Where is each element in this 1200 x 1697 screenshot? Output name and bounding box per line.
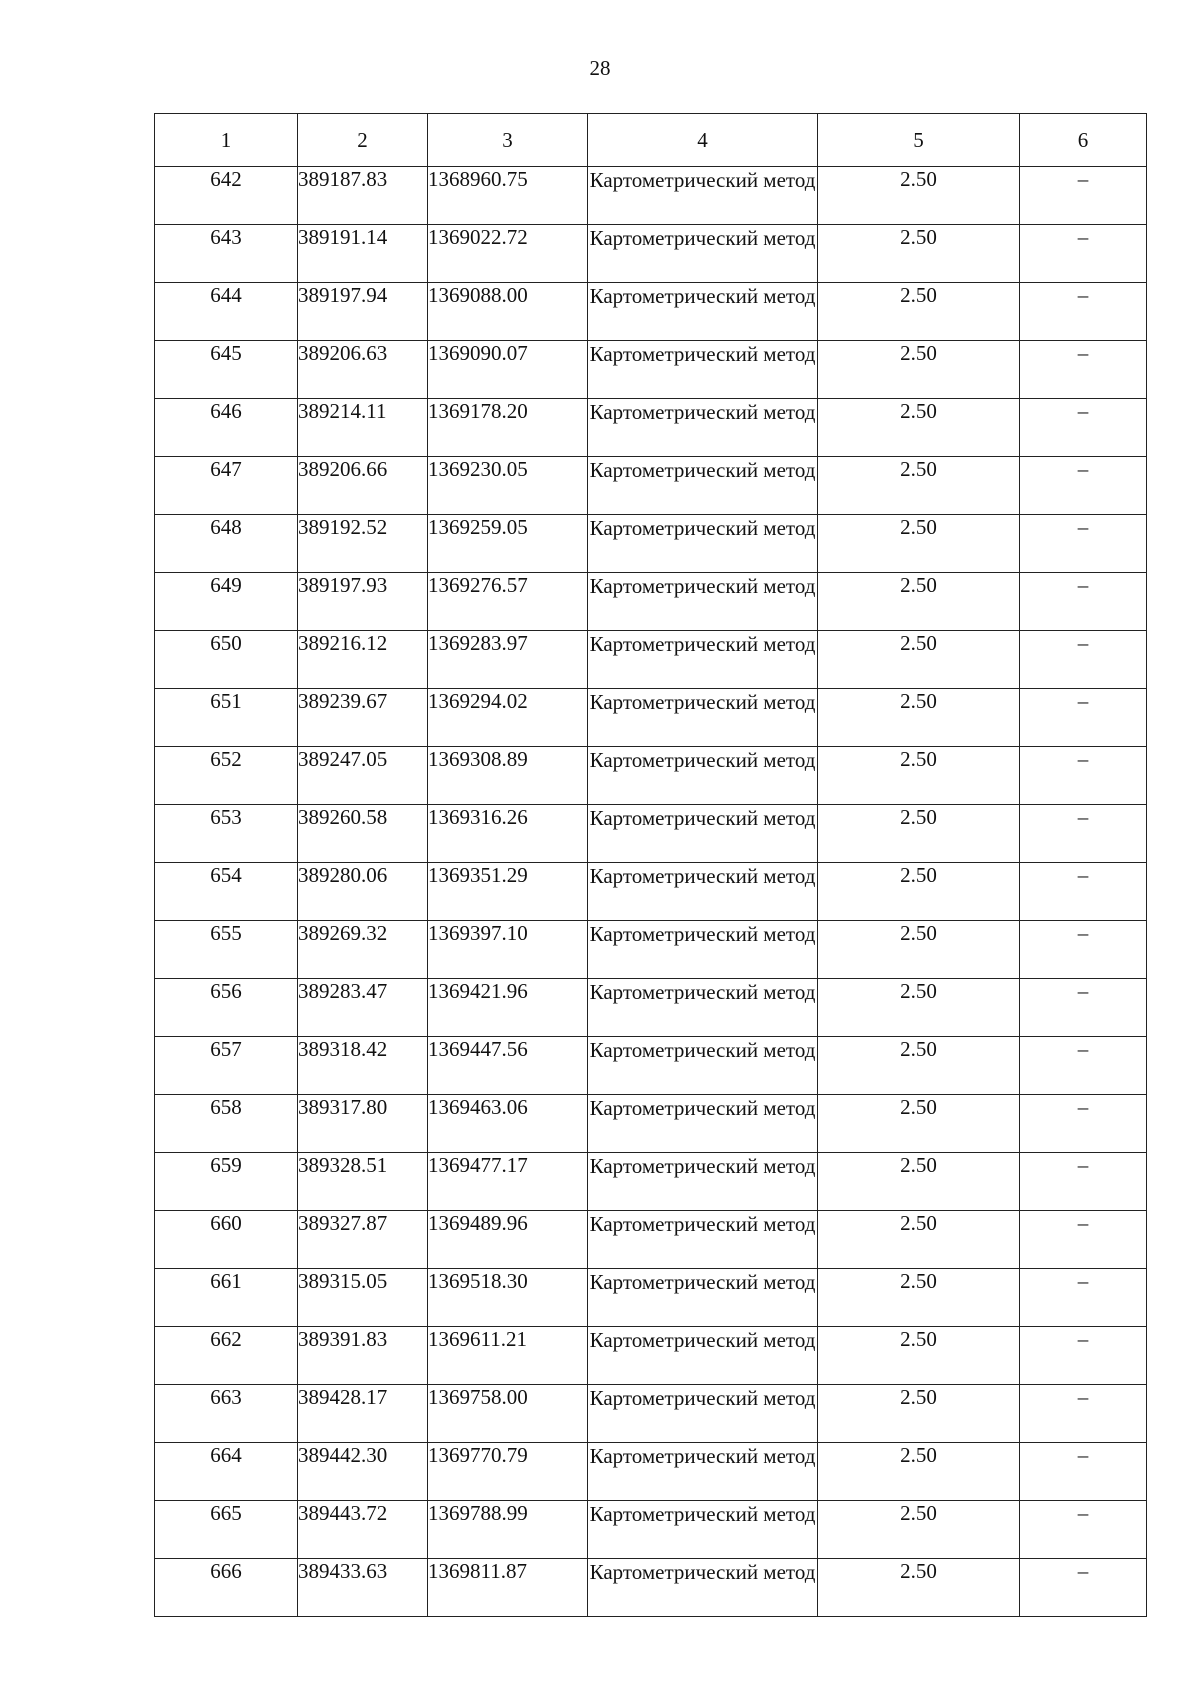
error-cell: 2.50 [818,689,1020,747]
method-cell: Картометрический метод [588,457,818,515]
table-row [155,689,1147,747]
x-coordinate-cell: 389197.93 [298,573,428,631]
method-cell: Картометрический метод [588,747,818,805]
x-coordinate-cell: 389442.30 [298,1443,428,1501]
y-coordinate-cell: 1369770.79 [428,1443,588,1501]
method-cell: Картометрический метод [588,1269,818,1327]
point-number-cell: 656 [155,979,298,1037]
method-cell: Картометрический метод [588,805,818,863]
note-cell: – [1020,631,1147,689]
point-number-cell: 645 [155,341,298,399]
method-cell: Картометрический метод [588,1211,818,1269]
y-coordinate-cell: 1369397.10 [428,921,588,979]
table-row [155,1501,1147,1559]
note-cell: – [1020,805,1147,863]
x-coordinate-cell: 389206.66 [298,457,428,515]
x-coordinate-cell: 389280.06 [298,863,428,921]
y-coordinate-cell: 1369758.00 [428,1385,588,1443]
header-col-4: 4 [588,114,818,167]
method-cell: Картометрический метод [588,399,818,457]
table-row [155,167,1147,225]
y-coordinate-cell: 1369276.57 [428,573,588,631]
method-cell: Картометрический метод [588,1327,818,1385]
y-coordinate-cell: 1369308.89 [428,747,588,805]
note-cell: – [1020,1095,1147,1153]
x-coordinate-cell: 389391.83 [298,1327,428,1385]
x-coordinate-cell: 389433.63 [298,1559,428,1617]
y-coordinate-cell: 1369788.99 [428,1501,588,1559]
point-number-cell: 655 [155,921,298,979]
note-cell: – [1020,863,1147,921]
error-cell: 2.50 [818,1443,1020,1501]
method-cell: Картометрический метод [588,689,818,747]
x-coordinate-cell: 389315.05 [298,1269,428,1327]
y-coordinate-cell: 1369351.29 [428,863,588,921]
point-number-cell: 658 [155,1095,298,1153]
note-cell: – [1020,1385,1147,1443]
note-cell: – [1020,1443,1147,1501]
method-cell: Картометрический метод [588,515,818,573]
note-cell: – [1020,515,1147,573]
method-cell: Картометрический метод [588,979,818,1037]
x-coordinate-cell: 389328.51 [298,1153,428,1211]
note-cell: – [1020,1327,1147,1385]
note-cell: – [1020,1153,1147,1211]
error-cell: 2.50 [818,167,1020,225]
y-coordinate-cell: 1369283.97 [428,631,588,689]
x-coordinate-cell: 389239.67 [298,689,428,747]
table-row [155,341,1147,399]
note-cell: – [1020,457,1147,515]
error-cell: 2.50 [818,1385,1020,1443]
error-cell: 2.50 [818,1211,1020,1269]
point-number-cell: 653 [155,805,298,863]
x-coordinate-cell: 389318.42 [298,1037,428,1095]
table-row [155,631,1147,689]
note-cell: – [1020,225,1147,283]
error-cell: 2.50 [818,631,1020,689]
y-coordinate-cell: 1369811.87 [428,1559,588,1617]
error-cell: 2.50 [818,863,1020,921]
table-row [155,1153,1147,1211]
x-coordinate-cell: 389428.17 [298,1385,428,1443]
table-row [155,1211,1147,1269]
point-number-cell: 659 [155,1153,298,1211]
point-number-cell: 649 [155,573,298,631]
y-coordinate-cell: 1369463.06 [428,1095,588,1153]
table-row [155,1327,1147,1385]
note-cell: – [1020,1559,1147,1617]
note-cell: – [1020,167,1147,225]
y-coordinate-cell: 1369090.07 [428,341,588,399]
x-coordinate-cell: 389197.94 [298,283,428,341]
error-cell: 2.50 [818,341,1020,399]
note-cell: – [1020,689,1147,747]
y-coordinate-cell: 1369294.02 [428,689,588,747]
table-row [155,515,1147,573]
x-coordinate-cell: 389443.72 [298,1501,428,1559]
method-cell: Картометрический метод [588,1385,818,1443]
table-header [155,114,1147,167]
x-coordinate-cell: 389269.32 [298,921,428,979]
point-number-cell: 663 [155,1385,298,1443]
point-number-cell: 660 [155,1211,298,1269]
point-number-cell: 662 [155,1327,298,1385]
y-coordinate-cell: 1369477.17 [428,1153,588,1211]
x-coordinate-cell: 389327.87 [298,1211,428,1269]
method-cell: Картометрический метод [588,167,818,225]
table-row [155,399,1147,457]
table-body [155,167,1147,1617]
error-cell: 2.50 [818,573,1020,631]
table-row [155,863,1147,921]
table-row [155,1037,1147,1095]
table-row [155,1559,1147,1617]
y-coordinate-cell: 1368960.75 [428,167,588,225]
table-row [155,1385,1147,1443]
y-coordinate-cell: 1369316.26 [428,805,588,863]
note-cell: – [1020,979,1147,1037]
x-coordinate-cell: 389317.80 [298,1095,428,1153]
point-number-cell: 651 [155,689,298,747]
method-cell: Картометрический метод [588,1443,818,1501]
table-row [155,979,1147,1037]
header-col-3: 3 [428,114,588,167]
point-number-cell: 664 [155,1443,298,1501]
header-col-2: 2 [298,114,428,167]
method-cell: Картометрический метод [588,921,818,979]
header-col-6: 6 [1020,114,1147,167]
x-coordinate-cell: 389283.47 [298,979,428,1037]
x-coordinate-cell: 389187.83 [298,167,428,225]
error-cell: 2.50 [818,399,1020,457]
point-number-cell: 650 [155,631,298,689]
note-cell: – [1020,399,1147,457]
table-row [155,283,1147,341]
error-cell: 2.50 [818,1095,1020,1153]
error-cell: 2.50 [818,1327,1020,1385]
header-col-5: 5 [818,114,1020,167]
y-coordinate-cell: 1369421.96 [428,979,588,1037]
y-coordinate-cell: 1369230.05 [428,457,588,515]
error-cell: 2.50 [818,747,1020,805]
table-row [155,1269,1147,1327]
method-cell: Картометрический метод [588,1501,818,1559]
method-cell: Картометрический метод [588,573,818,631]
method-cell: Картометрический метод [588,1559,818,1617]
error-cell: 2.50 [818,1501,1020,1559]
table-row [155,805,1147,863]
note-cell: – [1020,573,1147,631]
coordinates-table [154,113,1147,1617]
table-row [155,573,1147,631]
method-cell: Картометрический метод [588,283,818,341]
error-cell: 2.50 [818,805,1020,863]
error-cell: 2.50 [818,1153,1020,1211]
note-cell: – [1020,1501,1147,1559]
method-cell: Картометрический метод [588,1153,818,1211]
point-number-cell: 646 [155,399,298,457]
method-cell: Картометрический метод [588,863,818,921]
table-row [155,921,1147,979]
note-cell: – [1020,921,1147,979]
y-coordinate-cell: 1369489.96 [428,1211,588,1269]
y-coordinate-cell: 1369178.20 [428,399,588,457]
table-row [155,1095,1147,1153]
x-coordinate-cell: 389214.11 [298,399,428,457]
x-coordinate-cell: 389206.63 [298,341,428,399]
method-cell: Картометрический метод [588,341,818,399]
error-cell: 2.50 [818,457,1020,515]
y-coordinate-cell: 1369611.21 [428,1327,588,1385]
page-number: 28 [589,56,611,80]
note-cell: – [1020,1211,1147,1269]
y-coordinate-cell: 1369447.56 [428,1037,588,1095]
error-cell: 2.50 [818,1559,1020,1617]
table-row [155,457,1147,515]
x-coordinate-cell: 389192.52 [298,515,428,573]
x-coordinate-cell: 389191.14 [298,225,428,283]
method-cell: Картометрический метод [588,1037,818,1095]
point-number-cell: 665 [155,1501,298,1559]
note-cell: – [1020,747,1147,805]
y-coordinate-cell: 1369259.05 [428,515,588,573]
x-coordinate-cell: 389260.58 [298,805,428,863]
method-cell: Картометрический метод [588,1095,818,1153]
point-number-cell: 644 [155,283,298,341]
point-number-cell: 652 [155,747,298,805]
point-number-cell: 643 [155,225,298,283]
x-coordinate-cell: 389216.12 [298,631,428,689]
y-coordinate-cell: 1369088.00 [428,283,588,341]
error-cell: 2.50 [818,515,1020,573]
point-number-cell: 657 [155,1037,298,1095]
table-row [155,747,1147,805]
error-cell: 2.50 [818,921,1020,979]
note-cell: – [1020,1037,1147,1095]
error-cell: 2.50 [818,283,1020,341]
error-cell: 2.50 [818,1037,1020,1095]
point-number-cell: 642 [155,167,298,225]
method-cell: Картометрический метод [588,225,818,283]
point-number-cell: 654 [155,863,298,921]
method-cell: Картометрический метод [588,631,818,689]
y-coordinate-cell: 1369022.72 [428,225,588,283]
note-cell: – [1020,341,1147,399]
note-cell: – [1020,283,1147,341]
y-coordinate-cell: 1369518.30 [428,1269,588,1327]
point-number-cell: 648 [155,515,298,573]
note-cell: – [1020,1269,1147,1327]
error-cell: 2.50 [818,1269,1020,1327]
error-cell: 2.50 [818,979,1020,1037]
point-number-cell: 647 [155,457,298,515]
error-cell: 2.50 [818,225,1020,283]
point-number-cell: 666 [155,1559,298,1617]
x-coordinate-cell: 389247.05 [298,747,428,805]
point-number-cell: 661 [155,1269,298,1327]
header-row [155,114,1147,167]
table-row [155,225,1147,283]
header-col-1: 1 [155,114,298,167]
table-row [155,1443,1147,1501]
